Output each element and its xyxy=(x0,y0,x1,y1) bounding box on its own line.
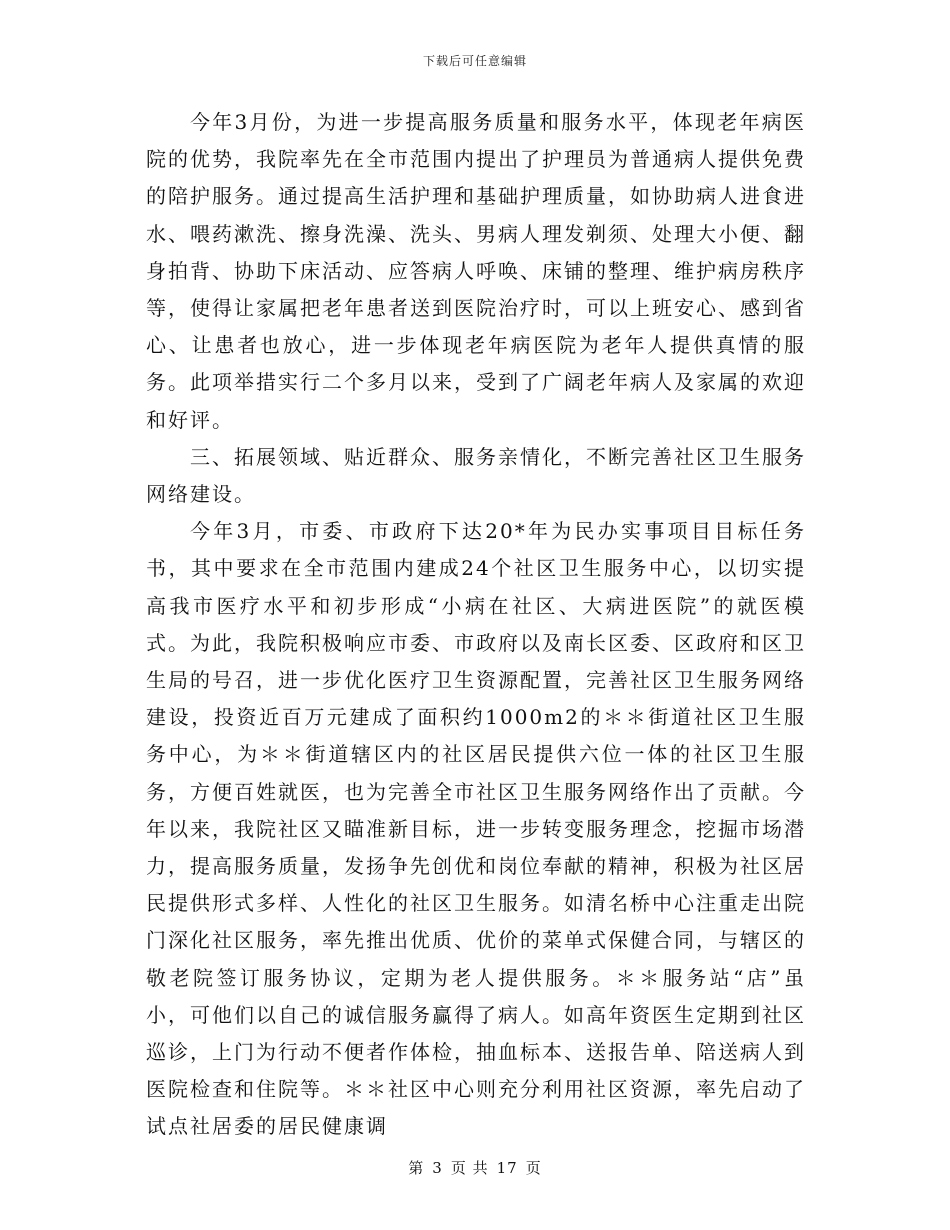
footer-suffix: 页 xyxy=(525,1159,542,1177)
footer-middle: 页 共 xyxy=(450,1159,489,1177)
page-footer xyxy=(0,1157,950,1178)
paragraph-service-quality: 今年3月份，为进一步提高服务质量和服务水平，体现老年病医院的优势，我院率先在全市范围内提出了护理员为普通病人提供免费的陪护服务。通过提高生活护理和基础护理质量，如协助病人进食进水、喂药漱洗、擦身洗澡、洗头、男病人理发剃须、处理大小便、翻身拍背、协助下床活动、应答病人呼唤、床铺的整理、维护病房秩序等，使得让家属把老年患者送到医院治疗时，可以上班安心、感到省心、让患者也放心，进一步体现老年病医院为老年人提供真情的服务。此项举措实行二个多月以来，受到了广阔老年病人及家属的欢迎和好评。 xyxy=(146,110,806,432)
section-heading-3: 三、拓展领域、贴近群众、服务亲情化，不断完善社区卫生服务网络建设。 xyxy=(146,444,806,507)
footer-prefix: 第 xyxy=(408,1159,425,1177)
header-note: 下载后可任意编辑 xyxy=(422,54,527,68)
total-page-count: 17 xyxy=(496,1159,518,1177)
current-page-number: 3 xyxy=(432,1159,443,1177)
document-body xyxy=(146,104,806,1146)
paragraph-community-health: 今年3月，市委、市政府下达20*年为民办实事项目目标任务书，其中要求在全市范围内建成24个社区卫生服务中心，以切实提高我市医疗水平和初步形成“小病在社区、大病进医院”的就医模式。为此，我院积极响应市委、市政府以及南长区委、区政府和区卫生局的号召，进一步优化医疗卫生资源配置，完善社区卫生服务网络建设，投资近百万元建成了面积约1000m2的＊＊街道社区卫生服务中心，为＊＊街道辖区内的社区居民提供六位一体的社区卫生服务，方便百姓就医，也为完善全市社区卫生服务网络作出了贡献。今年以来，我院社区又瞄准新目标，进一步转变服务理念，挖掘市场潜力，提高服务质量，发扬争先创优和岗位奉献的精神，积极为社区居民提供形式多样、人性化的社区卫生服务。如清名桥中心注重走出院门深化社区服务，率先推出优质、优价的菜单式保健合同，与辖区的敬老院签订服务协议，定期为老人提供服务。＊＊服务站“店”虽小，可他们以自己的诚信服务赢得了病人。如高年资医生定期到社区巡诊，上门为行动不便者作体检，抽血标本、送报告单、陪送病人到医院检查和住院等。＊＊社区中心则充分利用社区资源，率先启动了试点社居委的居民健康调 xyxy=(146,519,806,1139)
